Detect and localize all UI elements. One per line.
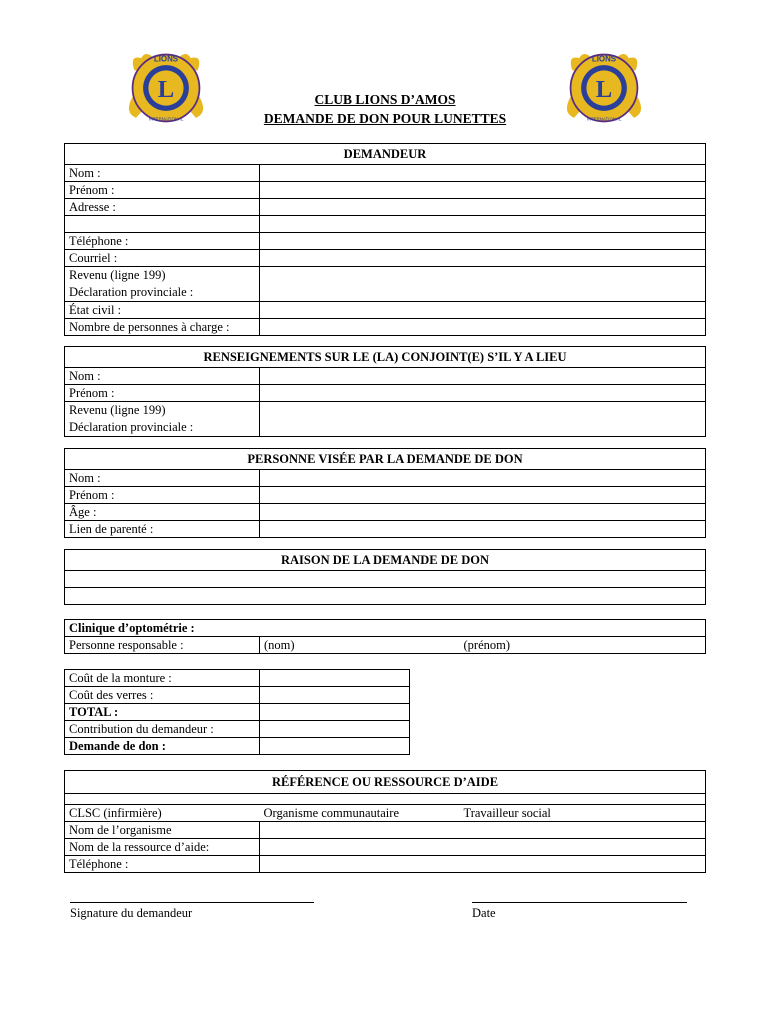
revenu-field[interactable] [260, 267, 706, 302]
nom-field[interactable] [260, 165, 706, 182]
cout-monture-label: Coût de la monture : [65, 670, 260, 687]
adresse-label-cont [65, 216, 260, 233]
raison-heading: RAISON DE LA DEMANDE DE DON [65, 550, 706, 571]
demandeur-heading: DEMANDEUR [65, 144, 706, 165]
revenu-label: Revenu (ligne 199) Déclaration provinciale : [65, 267, 260, 302]
raison-line-2[interactable] [65, 588, 706, 605]
clinique-section [64, 619, 706, 654]
nom-ressource-label: Nom de la ressource d’aide: [65, 839, 260, 856]
courriel-label: Courriel : [65, 250, 260, 267]
personnes-charge-field[interactable] [260, 319, 706, 336]
demande-don-field[interactable] [260, 738, 410, 755]
personne-responsable-label: Personne responsable : [65, 637, 260, 654]
adresse-field[interactable] [260, 199, 706, 216]
etat-civil-field[interactable] [260, 302, 706, 319]
travailleur-social-option[interactable]: Travailleur social [460, 805, 706, 822]
date-line[interactable] [472, 902, 687, 903]
svg-text:L: L [595, 75, 613, 103]
adresse-field-2[interactable] [260, 216, 706, 233]
reference-telephone-field[interactable] [260, 856, 706, 873]
clinique-label: Clinique d’optométrie : [65, 620, 706, 637]
personne-visee-section [64, 448, 706, 538]
couts-section [64, 669, 410, 755]
nom-label: Nom : [65, 165, 260, 182]
raison-section [64, 549, 706, 605]
total-field[interactable] [260, 704, 410, 721]
nom-organisme-field[interactable] [260, 822, 706, 839]
visee-lien-label: Lien de parenté : [65, 521, 260, 538]
telephone-label: Téléphone : [65, 233, 260, 250]
reference-section [64, 770, 706, 873]
personne-visee-heading: PERSONNE VISÉE PAR LA DEMANDE DE DON [65, 449, 706, 470]
organisme-communautaire-option[interactable]: Organisme communautaire [260, 805, 460, 822]
svg-text:INTERNATIONAL: INTERNATIONAL [148, 116, 184, 122]
visee-nom-label: Nom : [65, 470, 260, 487]
total-label: TOTAL : [65, 704, 260, 721]
nom-organisme-label: Nom de l’organisme [65, 822, 260, 839]
svg-text:LIONS: LIONS [153, 54, 179, 64]
conjoint-revenu-label: Revenu (ligne 199) Déclaration provinciale : [65, 402, 260, 437]
visee-nom-field[interactable] [260, 470, 706, 487]
reference-heading: RÉFÉRENCE OU RESSOURCE D’AIDE [65, 771, 706, 794]
conjoint-section [64, 346, 706, 437]
demandeur-section [64, 143, 706, 336]
prenom-field[interactable] [260, 182, 706, 199]
adresse-label: Adresse : [65, 199, 260, 216]
demande-don-label: Demande de don : [65, 738, 260, 755]
conjoint-nom-field[interactable] [260, 368, 706, 385]
contribution-field[interactable] [260, 721, 410, 738]
cout-verres-label: Coût des verres : [65, 687, 260, 704]
signature-label: Signature du demandeur [70, 906, 193, 920]
conjoint-prenom-field[interactable] [260, 385, 706, 402]
visee-age-field[interactable] [260, 504, 706, 521]
cout-verres-field[interactable] [260, 687, 410, 704]
svg-text:L: L [157, 75, 175, 103]
date-label: Date [472, 906, 496, 920]
signature-line[interactable] [70, 902, 314, 903]
responsable-prenom-field[interactable]: (prénom) [460, 637, 706, 654]
conjoint-nom-label: Nom : [65, 368, 260, 385]
telephone-field[interactable] [260, 233, 706, 250]
conjoint-revenu-field[interactable] [260, 402, 706, 437]
reference-telephone-label: Téléphone : [65, 856, 260, 873]
personnes-charge-label: Nombre de personnes à charge : [65, 319, 260, 336]
contribution-label: Contribution du demandeur : [65, 721, 260, 738]
cout-monture-field[interactable] [260, 670, 410, 687]
raison-line-1[interactable] [65, 571, 706, 588]
visee-prenom-field[interactable] [260, 487, 706, 504]
courriel-field[interactable] [260, 250, 706, 267]
visee-prenom-label: Prénom : [65, 487, 260, 504]
responsable-nom-field[interactable]: (nom) [260, 637, 460, 654]
prenom-label: Prénom : [65, 182, 260, 199]
form-title: CLUB LIONS D’AMOS [314, 92, 456, 107]
conjoint-heading: RENSEIGNEMENTS SUR LE (LA) CONJOINT(E) S’IL Y A LIEU [65, 347, 706, 368]
conjoint-prenom-label: Prénom : [65, 385, 260, 402]
visee-age-label: Âge : [65, 504, 260, 521]
visee-lien-field[interactable] [260, 521, 706, 538]
svg-text:LIONS: LIONS [591, 54, 617, 64]
svg-text:INTERNATIONAL: INTERNATIONAL [586, 116, 622, 122]
form-subtitle: DEMANDE DE DON POUR LUNETTES [263, 111, 507, 126]
etat-civil-label: État civil : [65, 302, 260, 319]
clsc-option[interactable]: CLSC (infirmière) [65, 805, 260, 822]
nom-ressource-field[interactable] [260, 839, 706, 856]
